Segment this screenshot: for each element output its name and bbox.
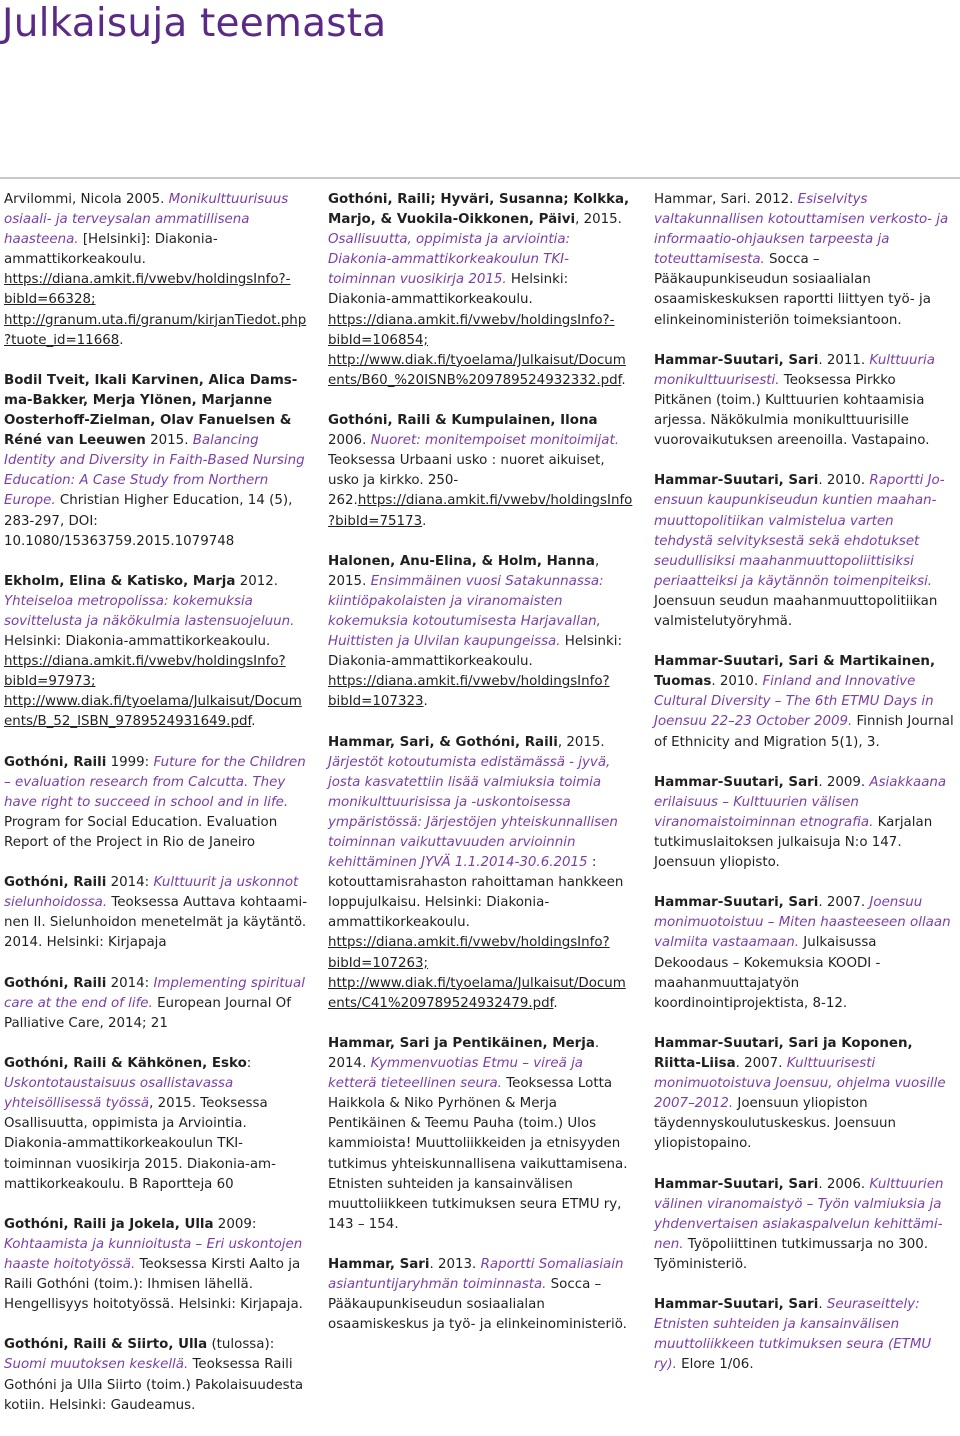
reference-text: Program for Social Education. Evaluation Report of the Project in Rio de Janeiro [4,814,278,850]
reference-author: Hammar, Sari, & Gothóni, Raili [328,734,558,750]
reference-entry [4,873,309,953]
reference-text: Joensuun yliopiston täydennyskoulutuskeskus. Joensuun yliopistopaino. [654,1096,896,1152]
reference-title: Esiselvitys valtakunnallisen kotouttamisen verkosto- ja informaatio-ohjauksen tarpeesta ja toteuttamisesta. [654,192,949,268]
reference-text: . [423,694,428,710]
reference-entry [4,190,309,351]
reference-text: Finnish Journal of Ethnicity and Migration 5(1), 3. [654,714,954,750]
reference-link[interactable]: https://diana.amkit.fi/vwebv/holdingsInfo?-bibId=106854; [328,312,615,348]
reference-title: Suomi muutoksen keskellä. [4,1357,189,1373]
reference-title: Joensuu monimuotoistuu – Miten haasteeseen ollaan valmiita vastaamaan. [654,895,951,951]
reference-title: Nuoret: monitempoiset monitoimijat. [370,433,619,449]
reference-text: . 2014. [328,1035,600,1072]
reference-entry [4,572,309,733]
reference-entry [654,190,954,331]
reference-author: Hammar, Sari ja Pentikäinen, Merja [328,1035,595,1051]
reference-title: Monikulttuurisuus osiaali- ja terveysalan ammatillisena haasteena. [4,192,289,248]
reference-text: European Journal Of Palliative Care, 2014; 21 [4,995,291,1031]
reference-text: Arvilommi, Nicola 2005. [4,192,169,207]
reference-text: . 2006. [818,1176,870,1192]
reference-entry [4,371,309,552]
reference-title: Osallisuutta, oppimista ja arviointia: Diakonia-ammattikorkeakoulun TKI-toiminnan vuosikirja 2015. [328,232,571,288]
reference-link[interactable]: https://diana.amkit.fi/vwebv/holdingsInfo?bibId=107323 [328,674,610,710]
column-3 [654,190,954,1396]
reference-author: Gothóni, Raili & Siirto, Ulla [4,1337,208,1353]
reference-entry [654,893,954,1014]
reference-entry [4,1335,309,1415]
reference-title: Ensimmäinen vuosi Satakunnassa: kiintiöpakolaisten ja viranomaisten kokemuksia kotoutumisesta Harjavallan, Huittisten ja Ulvilan kaupungeissa. [328,573,604,650]
reference-author: Ekholm, Elina & Katisko, Marja [4,573,236,589]
reference-text: Helsinki: Diakonia-ammattikorkeakoulu. [4,634,271,650]
reference-title: Kohtaamista ja kunnioitusta – Eri uskontojen haaste hoitotyössä. [4,1236,303,1272]
reference-text: . 2013. [429,1256,481,1272]
reference-entry [654,652,954,752]
reference-link[interactable]: http://www.diak.fi/tyoelama/Julkaisut/Documents/C41%209789524932479.pdf [328,975,626,1011]
reference-entry [4,1215,309,1315]
reference-author: Hammar-Suutari, Sari & Martikainen, Tuomas [654,654,936,690]
reference-author: Hammar, Sari [328,1256,430,1272]
reference-text: Työpoliittinen tutkimussarja no 300. Työministeriö. [654,1236,929,1272]
reference-entry [328,552,633,713]
reference-text: 2009: [213,1216,257,1232]
reference-text: Teoksessa Auttava kohtaaminen II. Sielunhoidon menetelmät ja käytäntö. 2014. Helsinki: Kirjapaja [4,895,308,951]
reference-text: , 2015. [575,212,622,228]
reference-entry [328,733,633,1014]
reference-title: Finland and Innovative Cultural Diversity – The 6th ETMU Days in Joensuu 22–23 October 2009. [654,674,934,730]
page-title: Julkaisuja teemasta [2,1,387,46]
reference-author: Hammar-Suutari, Sari [654,1297,819,1313]
reference-text: . 2010. [818,473,870,489]
reference-text: . 2010. [711,674,763,690]
reference-text: 1999: [106,754,154,770]
reference-title: Asiakkaana erilaisuus – Kulttuurien välisen viranomaistoiminnan etnografia. [654,774,947,830]
reference-author: Bodil Tveit, Ikali Karvinen, Alica Damsma-Bakker, Merja Ylönen, Marjanne Oosterhoff-Zielman, Olav Fanuelsen & Réné van Leeuwen [4,372,298,449]
reference-entry [328,1255,633,1335]
reference-text: Teoksessa Pirkko Pitkänen (toim.) Kulttuurien kohtaamisia arjessa. Näkökulmia monikulttuurisille vuorovaikutuksen areenoilla. Vastapaino. [654,372,930,449]
reference-text: 2006. [328,433,371,449]
reference-text: . [621,372,626,388]
reference-text: Christian Higher Education, 14 (5), 283-297, DOI: 10.1080/15363759.2015.1079748 [4,493,293,549]
reference-entry [328,190,633,391]
reference-text: Joensuun seudun maahanmuuttopolitiikan valmistelutyöryhmä. [654,593,938,629]
reference-author: Gothóni, Raili ja Jokela, Ulla [4,1216,214,1232]
reference-text: 2015. [145,433,193,449]
reference-entry [654,773,954,873]
reference-text: : [246,1056,252,1072]
reference-link[interactable]: https://diana.amkit.fi/vwebv/holdingsInfo?bibId=107263; [328,935,610,971]
reference-author: Hammar-Suutari, Sari [654,895,819,911]
reference-text: . [422,513,427,529]
reference-author: Hammar-Suutari, Sari [654,1176,819,1192]
reference-text: . [251,714,256,730]
reference-link[interactable]: http://granum.uta.fi/granum/kirjanTiedot.php?tuote_id=11668 [4,312,307,348]
header-divider [0,177,960,179]
reference-title: Kulttuurien välinen viranomaistyö – Työn valmiuksia ja yhdenvertaisen asiakaspalvelun kehittäminen. [654,1176,944,1252]
reference-text: Helsinki: Diakonia-ammattikorkeakoulu. [328,272,569,308]
reference-link[interactable]: https://diana.amkit.fi/vwebv/holdingsInfo?bibId=75173 [328,493,633,529]
column-1 [4,190,309,1436]
reference-link[interactable]: http://www.diak.fi/tyoelama/Julkaisut/Documents/B60_%20ISNB%209789524932332.pdf [328,352,626,388]
reference-entry [654,351,954,451]
reference-entry [4,974,309,1034]
reference-title: Future for the Children – evaluation research from Calcutta. They have right to succeed in school and in life. [4,754,306,810]
reference-author: Gothóni, Raili [4,975,107,991]
reference-author: Hammar-Suutari, Sari ja Koponen, Riitta-Liisa [654,1035,913,1072]
reference-author: Gothóni, Raili & Kähkönen, Esko [4,1056,247,1072]
reference-text: . 2007. [818,895,870,911]
reference-text: . [818,1297,827,1313]
reference-title: Implementing spiritual care at the end of life. [4,975,305,1011]
reference-title: Seuraseittely: Etnisten suhteiden ja kansainvälisen muuttoliikkeen tutkimuksen seura (ETMU ry). [654,1297,932,1373]
reference-title: Yhteiseloa metropolissa: kokemuksia sovittelusta ja näkökulmia lastensuojeluun. [4,593,295,629]
reference-author: Hammar-Suutari, Sari [654,473,819,489]
reference-entry [654,471,954,632]
reference-text: Teoksessa Raili Gothóni ja Ulla Siirto (toim.) Pakolaisuudesta kotiin. Helsinki: Gaudeamus. [4,1357,304,1413]
reference-entry [4,753,309,853]
reference-text: , 2015. Teoksessa Osallisuutta, oppimista ja Arviointia. Diakonia-ammattikorkeakoulun TKI-toiminnan vuosikirja 2015. Diakonia-ammattikorkeakoulu. B Raportteja 60 [4,1096,276,1192]
reference-author: Gothóni, Raili [4,754,107,770]
reference-text: [Helsinki]: Diakonia-ammattikorkeakoulu. [4,232,218,268]
reference-author: Gothóni, Raili; Hyväri, Susanna; Kolkka, Marjo, & Vuokila-Oikkonen, Päivi [328,192,630,228]
reference-title: Kulttuurit ja uskonnot sielunhoidossa. [4,875,299,911]
reference-text: Karjalan tutkimuslaitoksen julkaisuja N:o 147. Joensuun yliopisto. [654,814,933,871]
reference-entry [4,1054,309,1195]
reference-text: . 2009. [818,774,870,790]
reference-title: Kulttuurisesti monimuotoistuva Joensuu, ohjelma vuosille 2007–2012. [654,1056,946,1112]
reference-title: Raportti Somaliasiain asiantuntijaryhmän toiminnasta. [328,1256,624,1293]
reference-text: . [119,332,124,348]
reference-title: Uskontotaustaisuus osallistavassa yhteisöllisessä työssä [4,1076,234,1112]
reference-text: 2014: [106,975,154,991]
reference-text: Hammar, Sari. 2012. [654,192,798,207]
reference-text: (tulossa): [207,1337,275,1353]
reference-text: : kotouttamisrahaston rahoittaman hankkeen loppujulkaisu. Helsinki: Diakonia-ammattikorkeakoulu. [328,855,624,931]
reference-text: Teoksessa Kirsti Aalto ja Raili Gothóni (toim.): Ihmisen lähellä. Hengellisyys hoitotyössä. Helsinki: Kirjapaja. [4,1256,303,1313]
reference-title: Järjestöt kotoutumista edistämässä - jyvä, josta kasvatettiin lisää valmiuksia toimia monikulttuurisissa ja -uskontoisessa ympäristössä: Järjestöjen yhteiskunnallisen toiminnan vaikuttavuuden arvioinnin kehittäminen JYVÄ 1.1.2014-30.6.2015 [328,754,618,871]
reference-text: Teoksessa Lotta Haikkola & Niko Pyrhönen & Merja Pentikäinen & Teemu Pauha (toim.) Ulos kammioista! Muuttoliikkeiden ja etnisyyden tutkimus yhteiskunnallisena vaikuttamisena. Etnisten suhteiden ja kansainvälisen muuttoliikkeen tutkimuksen seura ETMU ry, 143 – 154. [328,1076,628,1232]
reference-text: 2012. [235,573,279,589]
reference-title: Balancing Identity and Diversity in Faith-Based Nursing Education: A Case Study from Northern Europe. [4,433,305,509]
reference-author: Hammar-Suutari, Sari [654,774,819,790]
reference-title: Kymmenvuotias Etmu – vireä ja ketterä tieteellinen seura. [328,1056,583,1092]
reference-text: , 2015. [557,734,605,750]
reference-author: Gothóni, Raili & Kumpulainen, Ilona [328,413,598,429]
reference-text: . [553,995,558,1011]
reference-entry [328,411,633,532]
reference-entry [654,1295,954,1375]
reference-link[interactable]: https://diana.amkit.fi/vwebv/holdingsInfo?-bibId=66328; [4,272,291,308]
reference-text: Helsinki: Diakonia-ammattikorkeakoulu. [328,634,622,670]
reference-text: 2014: [106,875,154,891]
reference-text: Elore 1/06. [676,1357,754,1373]
reference-entry [654,1175,954,1275]
reference-author: Halonen, Anu-Elina, & Holm, Hanna [328,553,595,569]
reference-text: Teoksessa Urbaani usko : nuoret aikuiset, usko ja kirkko. 250-262. [328,453,605,509]
reference-text: Socca – Pääkaupunkiseudun sosiaalialan osaamiskeskus ja työ- ja elinkeinoministeriö. [328,1277,627,1333]
reference-link[interactable]: https://diana.amkit.fi/vwebv/holdingsInfo?bibId=97973; [4,654,286,690]
reference-text: . 2007. [735,1056,787,1072]
reference-entry [328,1034,633,1235]
reference-title: Raportti Joensuun kaupunkiseudun kuntien maahanmuuttopolitiikan valmistelua varten tehdystä selvityksestä sekä ehdotukset seudullisiksi maahanmuuttopoliittisiksi periaatteiksi ja käytännön toimenpiteiksi. [654,473,945,589]
reference-author: Hammar-Suutari, Sari [654,352,819,368]
column-2 [328,190,633,1355]
reference-title: Kulttuuria monikulttuurisesti. [654,352,935,388]
reference-text: . 2011. [818,352,870,368]
reference-text: , 2015. [328,553,600,589]
reference-text: Socca – Pääkaupunkiseudun sosiaalialan osaamiskeskuksen raportti liittyen työ- ja elinkeinoministeriön toimeksiantoon. [654,252,931,328]
reference-author: Gothóni, Raili [4,875,107,891]
reference-link[interactable]: http://www.diak.fi/tyoelama/Julkaisut/Documents/B_52_ISBN_9789524931649.pdf [4,694,302,730]
reference-text: Julkaisussa Dekoodaus – Kokemuksia KOODI -maahanmuuttajatyön koordinointiprojektista, 8-12. [654,935,881,1011]
reference-entry [654,1034,954,1155]
